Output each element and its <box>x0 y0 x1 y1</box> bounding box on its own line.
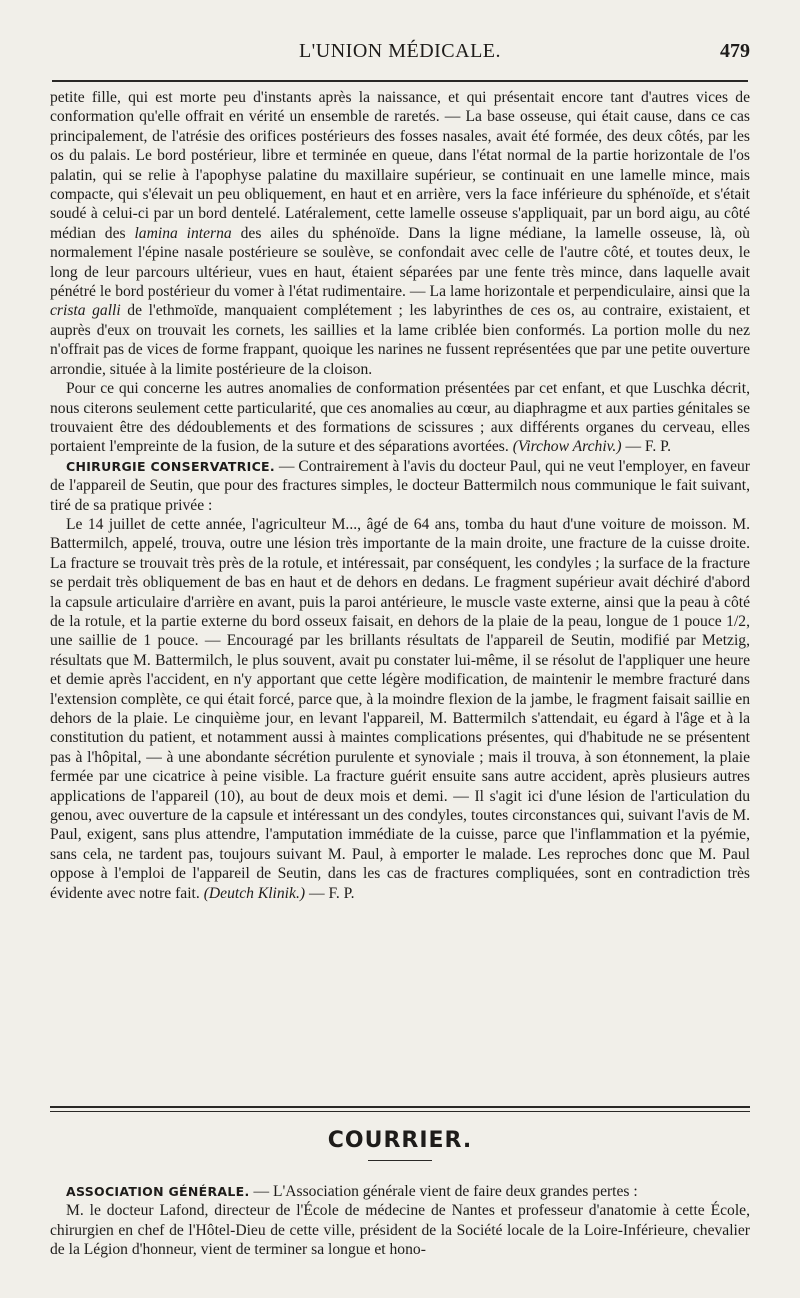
citation: (Virchow Archiv.) <box>512 438 622 456</box>
running-title: L'UNION MÉDICALE. <box>298 40 502 62</box>
page-number: 479 <box>720 40 750 62</box>
paragraph-text: M. le docteur Lafond, directeur de l'École de médecine de Nantes et professeur d'anatomie à cette École, chirurgien en chef de l'Hôtel-Dieu de cette ville, président de la Société locale de la Loire-Inférieure, chevalier de la Légion d'honneur, vient de terminer sa longue et hono- <box>50 1202 750 1259</box>
paragraph-text: Pour ce qui concerne les autres anomalies de conformation présentées par cet enfant, et que Luschka décrit, nous citerons seulement cette particularité, que ces anomalies au cœur, au diaphragme et aux parties génitales se trouvaient être des dédoublements et des formations de scissures ; aux différents organes du cerveau, elles portaient l'empreinte de la fusion, de la suture et des séparations avortées. <box>50 380 750 456</box>
paragraph-text: — Contrairement à l'avis du docteur Paul, qui ne veut l'employer, en faveur de l'appareil de Seutin, que pour des fractures simples, le docteur Battermilch nous communique le fait suivant, tiré de sa pratique privée : <box>50 457 750 514</box>
page-header <box>48 40 752 76</box>
section-rule <box>50 1111 750 1112</box>
paragraph-text: Le 14 juillet de cette année, l'agriculteur M..., âgé de 64 ans, tomba du haut d'une voiture de moisson. M. Battermilch, appelé, trouva, outre une lésion très importante de la main droite, une fracture de la cuisse droite. La fracture se trouvait très près de la rotule, et intéressait, par conséquent, les condyles ; la surface de la fracture se perdait très obliquement de bas en haut et de dehors en dedans. Le fragment supérieur avait déchiré d'abord la capsule articulaire d'arrière en avant, puis la paroi antérieure, le muscle vaste externe, ainsi que la peau à côté de la rotule, et la partie externe du bord osseux faisait, en dehors de la plaie de la peau, longue de 1 pouce 1/2, une saillie de 1 pouce. — Encouragé par les brillants résultats de l'appareil de Seutin, modifié par Metzig, résultats que M. Battermilch, le plus souvent, avait pu constater lui-même, il se résolut de l'appliquer une heure et demie après l'accident, en n'y apportant que cette légère modification, de maintenir le membre fracturé dans l'extension complète, ce qui était forcé, parce que, à la moindre flexion de la jambe, le fragment faisait saillie en dehors de la plaie. Le cinquième jour, en levant l'appareil, M. Battermilch s'attendait, eu égard à l'âge et à la constitution du patient, et notamment aussi à maintes complications présentes, qui d'habitude ne se présentent pas à l'hôpital, — à une abondante sécrétion purulente et synoviale ; mais il trouva, à son étonnement, la plaie fermée par une cicatrice à peine visible. La fracture guérit ensuite sans autre accident, après plusieurs autres applications de l'appareil (10), au bout de deux mois et demi. — Il s'agit ici d'une lésion de l'articulation du genou, avec ouverture de la capsule et intéressant un des condyles, toutes circonstances qui, suivant l'avis de M. Paul, exigent, sans plus attendre, l'amputation immédiate de la cuisse, parce que l'inflammation et la pyémie, sans cela, ne tardent pas, toujours suivant M. Paul, à emporter le malade. Les reproches donc que M. Paul oppose à l'emploi de l'appareil de Seutin, dans les cas de fractures compliquées, sont en contradiction très évidente avec notre fait. <box>50 515 750 902</box>
citation: (Deutch Klinik.) <box>203 884 306 902</box>
paragraph-chirurgie <box>50 457 750 515</box>
paragraph-case <box>50 515 750 903</box>
header-rule <box>52 80 748 82</box>
latin-term: lamina interna <box>134 224 232 242</box>
article-body <box>50 88 750 903</box>
section-rule <box>50 1106 750 1108</box>
courrier-title: COURRIER. <box>327 1128 473 1153</box>
paragraph-text: de l'ethmoïde, manquaient complétement ; les labyrinthes de ces os, au contraire, existaient, et auprès d'eux on trouvait les cornets, les saillies et la lame criblée bien conformés. La portion molle du nez n'offrait pas de vices de forme frappant, quoique les narines ne fussent représentées que par une petite ouverture arrondie, située à la limite postérieure de la cloison. <box>50 302 751 378</box>
courrier-body <box>50 1182 750 1260</box>
section-heading: CHIRURGIE CONSERVATRICE. <box>66 458 275 474</box>
signature: — F. P. <box>625 438 671 456</box>
signature: — F. P. <box>308 884 355 902</box>
paragraph-anomalies <box>50 379 750 457</box>
paragraph-text: — L'Association générale vient de faire deux grandes pertes : <box>253 1183 638 1200</box>
paragraph-text: petite fille, qui est morte peu d'instants après la naissance, et qui présentait encore tant d'autres vices de conformation qu'elle offrait en vérité un ensemble de raretés. — La base osseuse, qui était cause, dans ce cas principalement, de l'atrésie des orifices postérieurs des fosses nasales, avait été formée, des deux côtés, par les os du palais. Le bord postérieur, libre et terminée en queue, dans l'état normal de la partie horizontale de l'os palatin, qui se relie à l'apophyse palatine du maxillaire supérieur, se continuait en une lamelle mince, mais compacte, qui s'élevait un peu obliquement, en haut et en arrière, vers la face inférieure du sphénoïde, et s'était soudé à celui-ci par un bord dentelé. Latéralement, cette lamelle osseuse s'appliquait, par un bord aigu, au côté médian des <box>50 89 750 242</box>
title-underline <box>368 1160 432 1161</box>
section-heading: ASSOCIATION GÉNÉRALE. <box>66 1184 250 1199</box>
paragraph-anatomy <box>50 88 750 379</box>
paragraph-text: des ailes du sphénoïde. Dans la ligne médiane, la lamelle osseuse, là, où normalement l'épine nasale postérieure se soulève, se confondait avec celle de l'autre côté, et toutes deux, le long de leur parcours ultérieur, vues en haut, étaient séparées par une fente très mince, dans laquelle avait pénétré le bord postérieur du vomer à l'état rudimentaire. — La lame horizontale et perpendiculaire, ainsi que la <box>50 224 750 301</box>
latin-term: crista galli <box>50 302 121 320</box>
courrier-heading-block <box>50 1106 750 1164</box>
paragraph-lafond <box>50 1201 750 1259</box>
paragraph-association <box>50 1182 750 1201</box>
